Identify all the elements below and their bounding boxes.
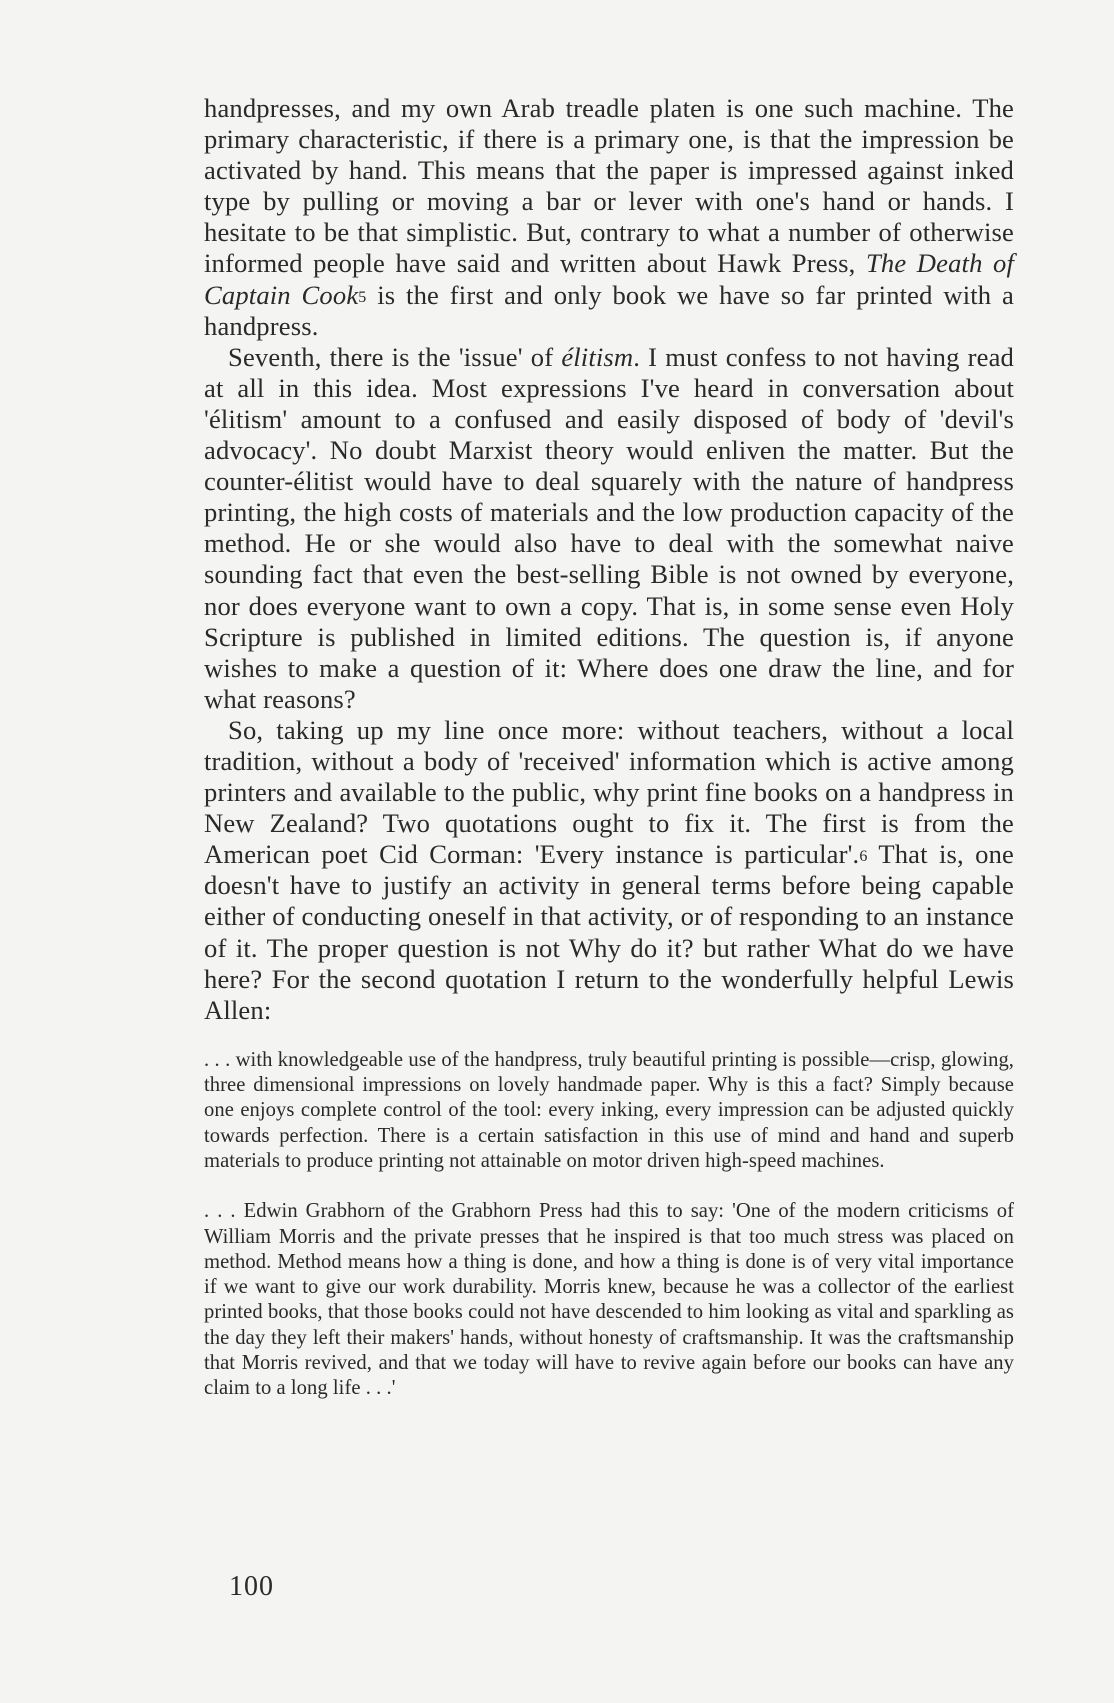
- paragraph-text-tail: is the first and only book we have so far printed with a handpress.: [204, 279, 1014, 341]
- footnote-ref-6: 6: [859, 848, 868, 866]
- book-title-italic: The Death of Captain Cook: [204, 248, 1014, 310]
- elitism-italic: élitism: [561, 341, 634, 372]
- block-quote-grabhorn: . . . Edwin Grabhorn of the Grabhorn Press had this to say: 'One of the modern criticisms of William Morris and the private presses that he inspired is that too much stress was placed on method. Method means how a thing is done, and how a thing is done is of very vital importance if we want to give our work durability. Morris knew, because he was a collector of the earliest printed books, that those books could not have descended to him looking as vital and sparkling as the day they left their makers' hands, without honesty of craftsmanship. It was the craftsmanship that Morris revived, and that we today will have to revive again before our books can have any claim to a long life . . .': [204, 1200, 1014, 1400]
- paragraph-text: handpresses, and my own Arab treadle platen is one such machine. The primary characteristic, if there is a primary one, is that the impression be activated by hand. This means that the paper is impressed against inked type by pulling or moving a bar or lever with one's hand or hands. I hesitate to be that simplistic. But, contrary to what a number of otherwise informed people have said and written about Hawk Press,: [204, 93, 1014, 279]
- paragraph-lead: Seventh, there is the 'issue' of: [228, 341, 562, 372]
- paragraph-handpresses: [204, 93, 1014, 342]
- paragraph-taking-up: [204, 715, 1014, 1026]
- footnote-ref-5: 5: [358, 288, 367, 306]
- paragraph-text: So, taking up my line once more: without teachers, without a local tradition, without a body of 'received' information which is active among printers and available to the public, why print fine books on a handpress in New Zealand? Two quotations ought to fix it. The first is from the American poet Cid Corman: 'Every instance is particular'.: [204, 714, 1014, 870]
- text-block: [204, 93, 1014, 1402]
- paragraph-text: . I must confess to not having read at all in this idea. Most expressions I've heard in conversation about 'élitism' amount to a confused and easily disposed of body of 'devil's advocacy'. No doubt Marxist theory would enliven the matter. But the counter-élitist would have to deal squarely with the nature of handpress printing, the high costs of materials and the low production capacity of the method. He or she would also have to deal with the somewhat naive sounding fact that even the best-selling Bible is not owned by everyone, nor does everyone want to own a copy. That is, in some sense even Holy Scripture is published in limited editions. The question is, if anyone wishes to make a question of it: Where does one draw the line, and for what reasons?: [204, 341, 1015, 714]
- paragraph-elitism: [204, 342, 1014, 715]
- page-number: 100: [229, 1571, 274, 1602]
- paragraph-text-tail: That is, one doesn't have to justify an activity in general terms before being capable either of conducting oneself in that activity, or of responding to an instance of it. The proper question is not Why do it? but rather What do we have here? For the second quotation I return to the wonderfully helpful Lewis Allen:: [204, 839, 1014, 1025]
- block-quote-allen: . . . with knowledgeable use of the handpress, truly beautiful printing is possible—crisp, glowing, three dimensional impressions on lovely handmade paper. Why is this a fact? Simply because one enjoys complete control of the tool: every inking, every impression can be adjusted quickly towards perfection. There is a certain satisfaction in this use of mind and hand and superb materials to produce printing not attainable on motor driven high-speed machines.: [204, 1048, 1014, 1172]
